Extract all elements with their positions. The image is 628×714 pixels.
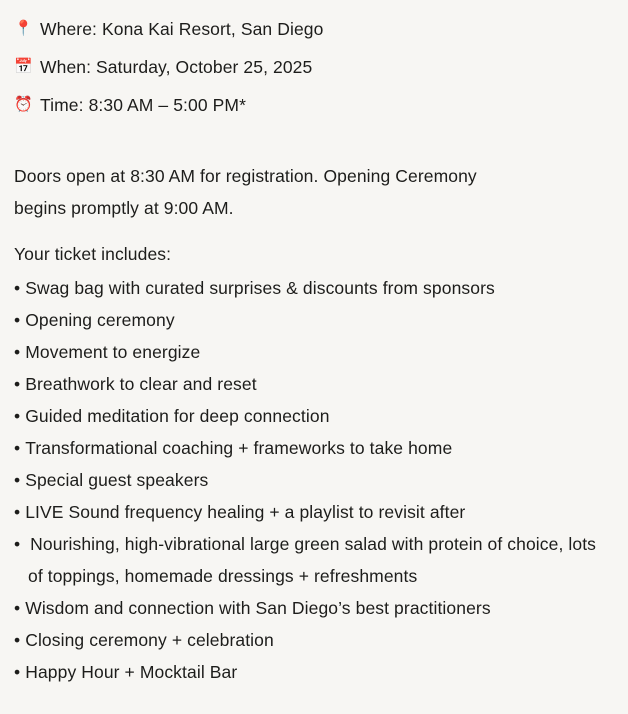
- detail-when-text: When: Saturday, October 25, 2025: [40, 57, 313, 77]
- ticket-includes-heading: Your ticket includes:: [14, 244, 172, 264]
- list-item: [14, 656, 614, 688]
- list-item: [14, 400, 614, 432]
- detail-line-when: [14, 48, 614, 86]
- list-item-label: Wisdom and connection with San Diego’s best practitioners: [25, 598, 491, 618]
- list-item-label: Breathwork to clear and reset: [25, 374, 257, 394]
- detail-where-text: Where: Kona Kai Resort, San Diego: [40, 19, 324, 39]
- bullet-icon: •: [14, 534, 26, 554]
- list-item: [14, 272, 614, 304]
- bullet-icon: •: [14, 374, 26, 394]
- bullet-icon: •: [14, 438, 26, 458]
- list-item-label: Closing ceremony + celebration: [25, 630, 274, 650]
- bullet-icon: •: [14, 470, 26, 490]
- location-pin-icon: 📍: [14, 20, 33, 37]
- list-item: [14, 624, 614, 656]
- list-item-label: Happy Hour + Mocktail Bar: [25, 662, 238, 682]
- alarm-clock-icon: ⏰: [14, 96, 33, 113]
- list-item: [14, 336, 614, 368]
- detail-line-time: [14, 86, 614, 124]
- list-item: [14, 528, 614, 592]
- bullet-icon: •: [14, 502, 26, 522]
- ticket-includes-list: [14, 272, 614, 688]
- bullet-icon: •: [14, 630, 26, 650]
- bullet-icon: •: [14, 278, 26, 298]
- detail-time-text: Time: 8:30 AM – 5:00 PM*: [40, 95, 247, 115]
- list-item-label: Special guest speakers: [25, 470, 209, 490]
- bullet-icon: •: [14, 406, 26, 426]
- list-item: [14, 496, 614, 528]
- detail-line-where: [14, 10, 614, 48]
- doors-open-paragraph: Doors open at 8:30 AM for registration. Opening Ceremony begins promptly at 9:00 AM.: [14, 166, 477, 218]
- list-item-label: Swag bag with curated surprises & discounts from sponsors: [25, 278, 495, 298]
- list-item-label: Guided meditation for deep connection: [25, 406, 330, 426]
- bullet-icon: •: [14, 598, 26, 618]
- bullet-icon: •: [14, 310, 26, 330]
- list-item-label: Transformational coaching + frameworks to take home: [25, 438, 453, 458]
- list-item-label: Movement to energize: [25, 342, 201, 362]
- list-item-label: Nourishing, high-vibrational large green salad with protein of choice, lots of toppings, homemade dressings + refreshments: [25, 534, 597, 586]
- list-item: [14, 304, 614, 336]
- list-item: [14, 464, 614, 496]
- section-spacer: [14, 124, 614, 160]
- bullet-icon: •: [14, 662, 26, 682]
- bullet-icon: •: [14, 342, 26, 362]
- list-item-label: LIVE Sound frequency healing + a playlist to revisit after: [25, 502, 466, 522]
- list-item: [14, 432, 614, 464]
- list-item: [14, 368, 614, 400]
- list-item: [14, 592, 614, 624]
- list-item-label: Opening ceremony: [25, 310, 175, 330]
- calendar-icon: 📅: [14, 58, 33, 75]
